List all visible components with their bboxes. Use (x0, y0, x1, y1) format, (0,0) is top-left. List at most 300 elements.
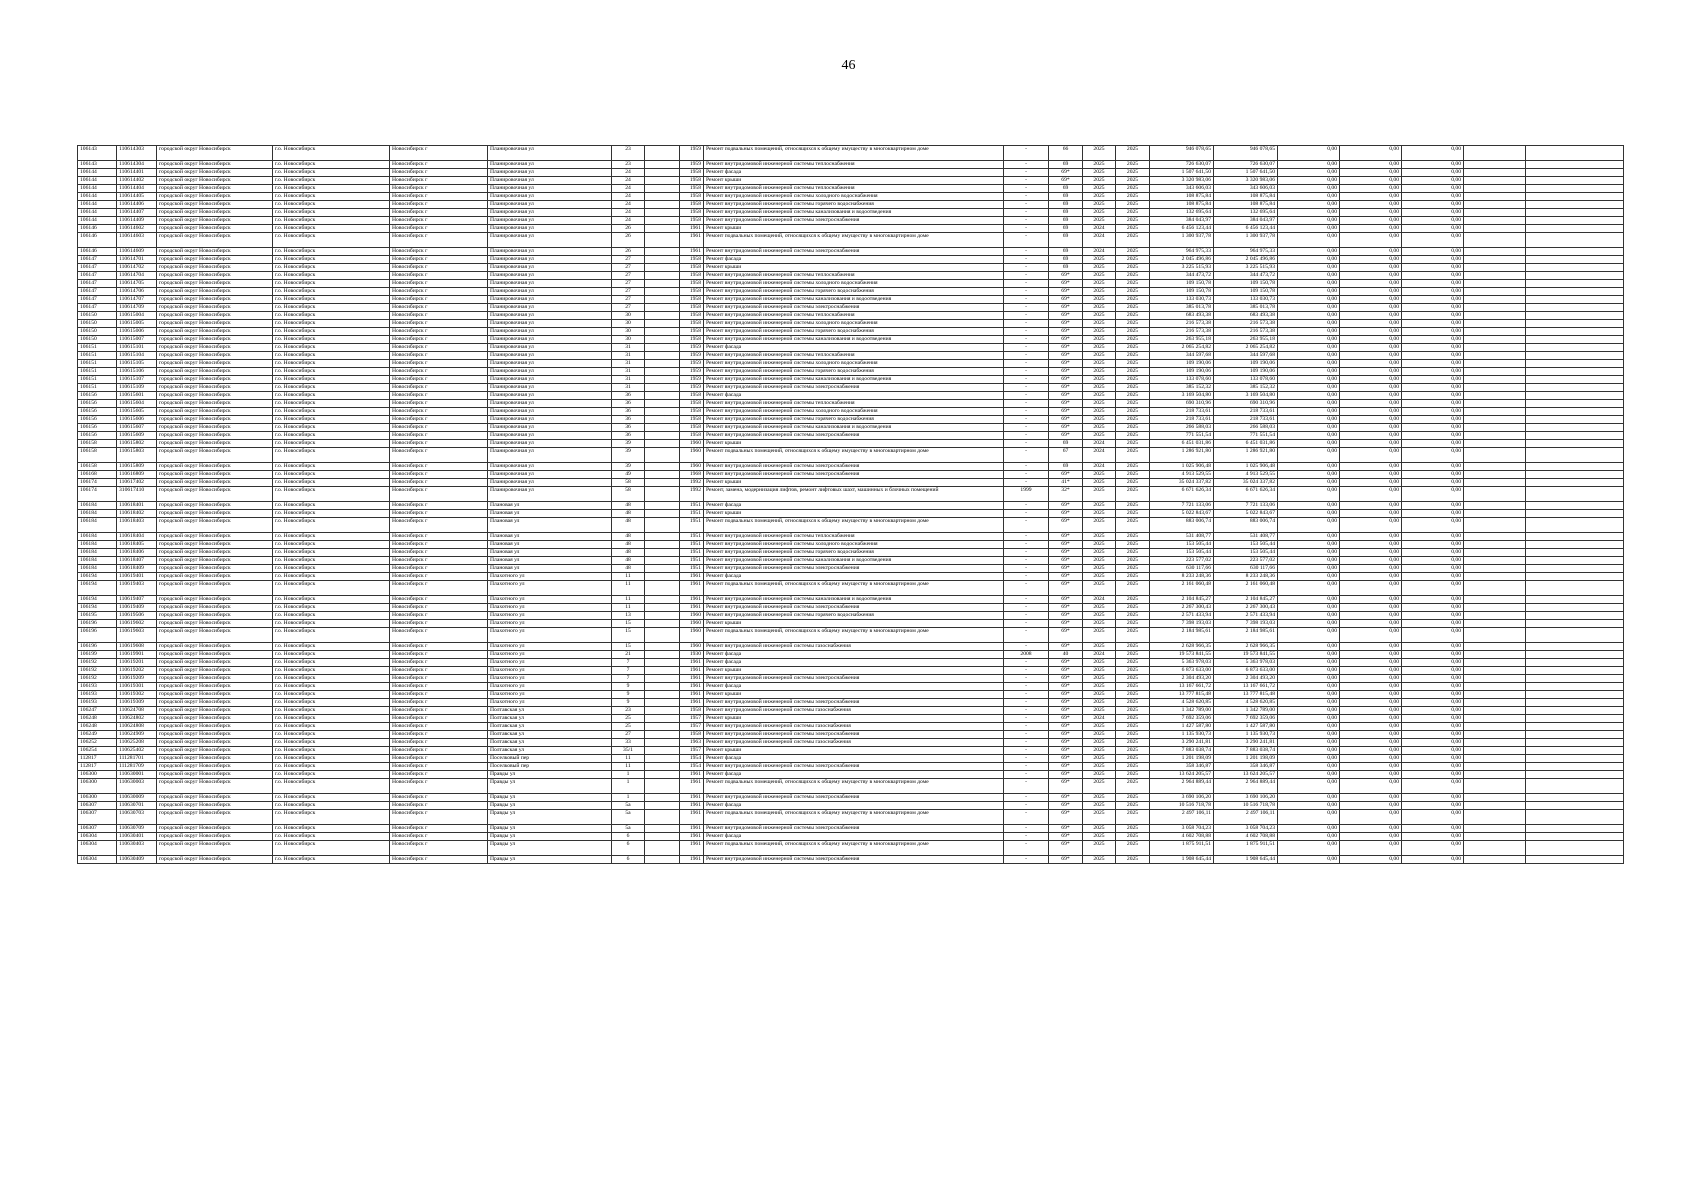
cell-fund-cost: 132 695,64 (1214, 209, 1278, 217)
cell-house-number: 48 (612, 541, 645, 549)
cell-house-id: 112817 (78, 755, 117, 763)
cell-work-type: Ремонт внутридомовой инженерной системы канализования и водоотведения (704, 296, 1004, 304)
cell-other-cost: 0,00 (1402, 336, 1464, 344)
cell-last-repair-year: - (1004, 432, 1049, 440)
cell-start-year: 2025 (1083, 344, 1116, 352)
cell-house-id: 106304 (78, 833, 117, 841)
cell-start-year: 2025 (1083, 471, 1116, 479)
cell-wear-percent: 69* (1049, 296, 1083, 304)
cell-city: Новосибирск г (390, 185, 488, 193)
cell-city: Новосибирск г (390, 557, 488, 565)
cell-wear-percent: 69 (1049, 440, 1083, 448)
cell-wear-percent: 69 (1049, 193, 1083, 201)
cell-end-year: 2025 (1116, 557, 1150, 565)
cell-total-cost: 2 571 433,94 (1150, 612, 1214, 620)
cell-extra-1 (1464, 739, 1526, 747)
cell-city: Новосибирск г (390, 296, 488, 304)
cell-work-type: Ремонт внутридомовой инженерной системы холодного водоснабжения (704, 280, 1004, 288)
cell-total-cost: 109 190,06 (1150, 360, 1214, 368)
cell-other-cost: 0,00 (1402, 841, 1464, 856)
cell-building (645, 825, 680, 833)
cell-start-year: 2025 (1083, 384, 1116, 392)
cell-district: г.о. Новосибирск (273, 651, 390, 659)
cell-budget-cost: 0,00 (1278, 810, 1340, 825)
cell-total-cost: 8 233 248,36 (1150, 573, 1214, 581)
cell-work-type: Ремонт крыши (704, 177, 1004, 185)
cell-wear-percent: 69 (1049, 233, 1083, 248)
cell-other-cost: 0,00 (1402, 667, 1464, 675)
cell-total-cost: 109 150,78 (1150, 288, 1214, 296)
table-row (78, 193, 1624, 201)
cell-budget-cost: 0,00 (1278, 376, 1340, 384)
cell-end-year: 2025 (1116, 841, 1150, 856)
cell-fund-cost: 218 733,61 (1214, 416, 1278, 424)
cell-wear-percent: 40 (1049, 651, 1083, 659)
cell-street: Планировочная ул (488, 201, 612, 209)
cell-last-repair-year: - (1004, 802, 1049, 810)
cell-wear-percent: 69* (1049, 272, 1083, 280)
cell-fund-cost: 683 493,38 (1214, 312, 1278, 320)
cell-street: Планировочная ул (488, 320, 612, 328)
cell-extra-1 (1464, 771, 1526, 779)
cell-extra-1 (1464, 659, 1526, 667)
cell-budget-cost: 0,00 (1278, 440, 1340, 448)
cell-work-id: 110624802 (117, 715, 157, 723)
cell-last-repair-year: - (1004, 384, 1049, 392)
cell-extra-1 (1464, 533, 1526, 541)
cell-build-year: 1961 (680, 856, 704, 864)
cell-extra-2 (1526, 604, 1624, 612)
cell-work-id: 110615809 (117, 463, 157, 471)
cell-work-type: Ремонт фасада (704, 771, 1004, 779)
cell-build-year: 1958 (680, 416, 704, 424)
cell-house-id: 106144 (78, 185, 117, 193)
table-row (78, 360, 1624, 368)
cell-wear-percent: 69* (1049, 699, 1083, 707)
cell-house-number: 1 (612, 771, 645, 779)
cell-city: Новосибирск г (390, 432, 488, 440)
cell-last-repair-year: - (1004, 747, 1049, 755)
cell-end-year: 2025 (1116, 802, 1150, 810)
cell-street: Плановая ул (488, 518, 612, 533)
cell-build-year: 1951 (680, 541, 704, 549)
cell-end-year: 2025 (1116, 779, 1150, 794)
cell-extra-1 (1464, 581, 1526, 596)
cell-extra-1 (1464, 651, 1526, 659)
cell-build-year: 1954 (680, 755, 704, 763)
cell-extra-2 (1526, 794, 1624, 802)
cell-budget-cost: 0,00 (1278, 723, 1340, 731)
cell-end-year: 2025 (1116, 440, 1150, 448)
cell-regional-cost: 0,00 (1340, 416, 1402, 424)
cell-extra-2 (1526, 747, 1624, 755)
cell-extra-1 (1464, 620, 1526, 628)
cell-budget-cost: 0,00 (1278, 296, 1340, 304)
cell-street: Плановая ул (488, 541, 612, 549)
cell-end-year: 2025 (1116, 533, 1150, 541)
cell-extra-1 (1464, 296, 1526, 304)
cell-work-type: Ремонт внутридомовой инженерной системы электроснабжения (704, 675, 1004, 683)
cell-city: Новосибирск г (390, 487, 488, 502)
cell-work-type: Ремонт внутридомовой инженерной системы газоснабжения (704, 643, 1004, 651)
cell-budget-cost: 0,00 (1278, 731, 1340, 739)
cell-work-id: 110614404 (117, 185, 157, 193)
cell-end-year: 2025 (1116, 352, 1150, 360)
cell-extra-2 (1526, 161, 1624, 169)
cell-other-cost: 0,00 (1402, 296, 1464, 304)
cell-other-cost: 0,00 (1402, 707, 1464, 715)
cell-regional-cost: 0,00 (1340, 794, 1402, 802)
cell-municipality: городской округ Новосибирск (157, 510, 273, 518)
cell-total-cost: 344 473,72 (1150, 272, 1214, 280)
cell-work-id: 110614409 (117, 217, 157, 225)
cell-other-cost: 0,00 (1402, 723, 1464, 731)
cell-build-year: 1961 (680, 667, 704, 675)
cell-other-cost: 0,00 (1402, 272, 1464, 280)
cell-start-year: 2024 (1083, 440, 1116, 448)
cell-end-year: 2025 (1116, 856, 1150, 864)
cell-building (645, 510, 680, 518)
cell-municipality: городской округ Новосибирск (157, 169, 273, 177)
cell-regional-cost: 0,00 (1340, 225, 1402, 233)
cell-fund-cost: 4 528 620,85 (1214, 699, 1278, 707)
cell-budget-cost: 0,00 (1278, 233, 1340, 248)
cell-city: Новосибирск г (390, 691, 488, 699)
cell-end-year: 2025 (1116, 691, 1150, 699)
cell-total-cost: 1 875 911,51 (1150, 841, 1214, 856)
cell-street: Правды ул (488, 825, 612, 833)
cell-budget-cost: 0,00 (1278, 272, 1340, 280)
cell-house-id: 106143 (78, 146, 117, 161)
cell-work-id: 110614402 (117, 177, 157, 185)
cell-building (645, 280, 680, 288)
cell-fund-cost: 266 588,03 (1214, 424, 1278, 432)
cell-city: Новосибирск г (390, 643, 488, 651)
table-row (78, 856, 1624, 864)
cell-extra-1 (1464, 448, 1526, 463)
cell-work-type: Ремонт фасада (704, 502, 1004, 510)
cell-other-cost: 0,00 (1402, 518, 1464, 533)
cell-other-cost: 0,00 (1402, 424, 1464, 432)
cell-fund-cost: 218 733,61 (1214, 408, 1278, 416)
cell-building (645, 344, 680, 352)
cell-city: Новосибирск г (390, 573, 488, 581)
cell-total-cost: 7 398 193,03 (1150, 620, 1214, 628)
cell-total-cost: 266 588,03 (1150, 424, 1214, 432)
cell-start-year: 2025 (1083, 731, 1116, 739)
cell-district: г.о. Новосибирск (273, 659, 390, 667)
cell-last-repair-year: - (1004, 344, 1049, 352)
cell-end-year: 2025 (1116, 432, 1150, 440)
cell-house-id: 106184 (78, 502, 117, 510)
cell-work-type: Ремонт внутридомовой инженерной системы электроснабжения (704, 825, 1004, 833)
cell-work-id: 110619302 (117, 691, 157, 699)
cell-city: Новосибирск г (390, 376, 488, 384)
cell-street: Планировочная ул (488, 248, 612, 256)
cell-wear-percent: 69* (1049, 659, 1083, 667)
cell-extra-2 (1526, 344, 1624, 352)
cell-total-cost: 7 721 133,06 (1150, 502, 1214, 510)
cell-house-id: 106307 (78, 825, 117, 833)
cell-budget-cost: 0,00 (1278, 549, 1340, 557)
cell-extra-1 (1464, 604, 1526, 612)
cell-work-id: 110614405 (117, 193, 157, 201)
cell-extra-2 (1526, 416, 1624, 424)
cell-regional-cost: 0,00 (1340, 502, 1402, 510)
table-row (78, 841, 1624, 856)
cell-build-year: 1958 (680, 296, 704, 304)
cell-last-repair-year: - (1004, 408, 1049, 416)
cell-district: г.о. Новосибирск (273, 533, 390, 541)
cell-budget-cost: 0,00 (1278, 541, 1340, 549)
cell-municipality: городской округ Новосибирск (157, 856, 273, 864)
cell-last-repair-year: - (1004, 723, 1049, 731)
cell-building (645, 565, 680, 573)
cell-budget-cost: 0,00 (1278, 707, 1340, 715)
cell-city: Новосибирск г (390, 596, 488, 604)
cell-other-cost: 0,00 (1402, 161, 1464, 169)
cell-fund-cost: 109 190,06 (1214, 360, 1278, 368)
cell-municipality: городской округ Новосибирск (157, 755, 273, 763)
cell-extra-1 (1464, 225, 1526, 233)
cell-city: Новосибирск г (390, 683, 488, 691)
cell-house-id: 106193 (78, 683, 117, 691)
cell-work-id: 110630401 (117, 833, 157, 841)
cell-work-id: 110619409 (117, 604, 157, 612)
cell-work-id: 110619201 (117, 659, 157, 667)
cell-end-year: 2025 (1116, 169, 1150, 177)
cell-work-type: Ремонт внутридомовой инженерной системы канализования и водоотведения (704, 376, 1004, 384)
table-row (78, 432, 1624, 440)
cell-work-type: Ремонт подвальных помещений, относящихся к общему имуществу в многоквартирном доме (704, 448, 1004, 463)
cell-house-number: 31 (612, 384, 645, 392)
cell-end-year: 2025 (1116, 312, 1150, 320)
cell-start-year: 2025 (1083, 408, 1116, 416)
cell-extra-1 (1464, 856, 1526, 864)
cell-build-year: 1954 (680, 763, 704, 771)
cell-district: г.о. Новосибирск (273, 833, 390, 841)
cell-last-repair-year: - (1004, 352, 1049, 360)
cell-build-year: 1961 (680, 779, 704, 794)
cell-house-number: 27 (612, 256, 645, 264)
cell-fund-cost: 1 427 587,80 (1214, 723, 1278, 731)
cell-start-year: 2025 (1083, 376, 1116, 384)
cell-start-year: 2025 (1083, 763, 1116, 771)
cell-fund-cost: 2 571 433,94 (1214, 612, 1278, 620)
cell-last-repair-year: - (1004, 320, 1049, 328)
cell-municipality: городской округ Новосибирск (157, 304, 273, 312)
cell-build-year: 1959 (680, 146, 704, 161)
cell-municipality: городской округ Новосибирск (157, 256, 273, 264)
cell-street: Планировочная ул (488, 344, 612, 352)
cell-other-cost: 0,00 (1402, 193, 1464, 201)
cell-building (645, 161, 680, 169)
cell-regional-cost: 0,00 (1340, 201, 1402, 209)
cell-extra-2 (1526, 463, 1624, 471)
cell-extra-2 (1526, 841, 1624, 856)
cell-start-year: 2024 (1083, 715, 1116, 723)
cell-municipality: городской округ Новосибирск (157, 581, 273, 596)
cell-work-type: Ремонт внутридомовой инженерной системы теплоснабжения (704, 272, 1004, 280)
cell-city: Новосибирск г (390, 675, 488, 683)
cell-fund-cost: 771 551,54 (1214, 432, 1278, 440)
cell-build-year: 1958 (680, 432, 704, 440)
cell-start-year: 2025 (1083, 312, 1116, 320)
cell-house-number: 48 (612, 533, 645, 541)
cell-street: Планировочная ул (488, 440, 612, 448)
cell-other-cost: 0,00 (1402, 659, 1464, 667)
cell-extra-2 (1526, 376, 1624, 384)
cell-wear-percent: 69* (1049, 771, 1083, 779)
cell-district: г.о. Новосибирск (273, 604, 390, 612)
cell-district: г.о. Новосибирск (273, 296, 390, 304)
cell-other-cost: 0,00 (1402, 169, 1464, 177)
cell-extra-1 (1464, 233, 1526, 248)
cell-municipality: городской округ Новосибирск (157, 272, 273, 280)
cell-building (645, 502, 680, 510)
cell-fund-cost: 35 024 337,82 (1214, 479, 1278, 487)
cell-start-year: 2024 (1083, 225, 1116, 233)
cell-start-year: 2025 (1083, 264, 1116, 272)
cell-wear-percent: 69* (1049, 408, 1083, 416)
cell-fund-cost: 133 078,60 (1214, 376, 1278, 384)
cell-wear-percent: 69* (1049, 368, 1083, 376)
cell-extra-2 (1526, 810, 1624, 825)
cell-last-repair-year: - (1004, 755, 1049, 763)
cell-street: Плахотного ул (488, 667, 612, 675)
cell-fund-cost: 2 184 985,61 (1214, 628, 1278, 643)
cell-regional-cost: 0,00 (1340, 699, 1402, 707)
cell-city: Новосибирск г (390, 541, 488, 549)
cell-district: г.о. Новосибирск (273, 177, 390, 185)
cell-last-repair-year: - (1004, 841, 1049, 856)
cell-work-id: 110619602 (117, 620, 157, 628)
cell-end-year: 2025 (1116, 336, 1150, 344)
cell-work-id: 110630001 (117, 771, 157, 779)
cell-district: г.о. Новосибирск (273, 841, 390, 856)
cell-work-id: 110619301 (117, 683, 157, 691)
cell-last-repair-year: - (1004, 779, 1049, 794)
cell-total-cost: 4 913 529,55 (1150, 471, 1214, 479)
cell-start-year: 2024 (1083, 248, 1116, 256)
cell-work-type: Ремонт фасада (704, 344, 1004, 352)
cell-budget-cost: 0,00 (1278, 691, 1340, 699)
cell-build-year: 1961 (680, 573, 704, 581)
cell-district: г.о. Новосибирск (273, 747, 390, 755)
cell-build-year: 1958 (680, 328, 704, 336)
cell-city: Новосибирск г (390, 502, 488, 510)
cell-city: Новосибирск г (390, 841, 488, 856)
table-row (78, 699, 1624, 707)
cell-start-year: 2025 (1083, 699, 1116, 707)
cell-end-year: 2025 (1116, 408, 1150, 416)
cell-extra-2 (1526, 448, 1624, 463)
cell-district: г.о. Новосибирск (273, 739, 390, 747)
cell-house-number: 30 (612, 336, 645, 344)
cell-last-repair-year: - (1004, 217, 1049, 225)
cell-city: Новосибирск г (390, 161, 488, 169)
cell-other-cost: 0,00 (1402, 376, 1464, 384)
cell-extra-1 (1464, 510, 1526, 518)
cell-build-year: 1961 (680, 581, 704, 596)
cell-last-repair-year: - (1004, 146, 1049, 161)
cell-extra-2 (1526, 384, 1624, 392)
table-row (78, 288, 1624, 296)
cell-other-cost: 0,00 (1402, 596, 1464, 604)
cell-city: Новосибирск г (390, 169, 488, 177)
cell-extra-2 (1526, 779, 1624, 794)
cell-municipality: городской округ Новосибирск (157, 336, 273, 344)
cell-city: Новосибирск г (390, 471, 488, 479)
cell-house-id: 106254 (78, 747, 117, 755)
cell-budget-cost: 0,00 (1278, 604, 1340, 612)
cell-last-repair-year: - (1004, 400, 1049, 408)
cell-extra-1 (1464, 675, 1526, 683)
cell-build-year: 1958 (680, 201, 704, 209)
cell-city: Новосибирск г (390, 352, 488, 360)
cell-municipality: городской округ Новосибирск (157, 802, 273, 810)
cell-fund-cost: 2 065 254,82 (1214, 344, 1278, 352)
cell-extra-1 (1464, 683, 1526, 691)
cell-total-cost: 216 573,38 (1150, 320, 1214, 328)
cell-work-id: 110615006 (117, 328, 157, 336)
cell-total-cost: 1 427 587,80 (1150, 723, 1214, 731)
cell-end-year: 2025 (1116, 604, 1150, 612)
cell-city: Новосибирск г (390, 256, 488, 264)
cell-work-id: 110615605 (117, 408, 157, 416)
cell-budget-cost: 0,00 (1278, 763, 1340, 771)
cell-wear-percent: 69* (1049, 169, 1083, 177)
table-row (78, 557, 1624, 565)
cell-budget-cost: 0,00 (1278, 256, 1340, 264)
cell-extra-1 (1464, 755, 1526, 763)
cell-wear-percent: 69* (1049, 336, 1083, 344)
cell-house-id: 106300 (78, 771, 117, 779)
cell-city: Новосибирск г (390, 360, 488, 368)
cell-building (645, 376, 680, 384)
cell-work-id: 310617410 (117, 487, 157, 502)
cell-last-repair-year: - (1004, 272, 1049, 280)
cell-total-cost: 108 875,84 (1150, 201, 1214, 209)
cell-municipality: городской округ Новосибирск (157, 376, 273, 384)
table-row (78, 707, 1624, 715)
cell-other-cost: 0,00 (1402, 233, 1464, 248)
cell-house-number: 24 (612, 193, 645, 201)
cell-wear-percent: 69* (1049, 581, 1083, 596)
cell-street: Полтавская ул (488, 739, 612, 747)
cell-other-cost: 0,00 (1402, 604, 1464, 612)
cell-total-cost: 133 030,73 (1150, 296, 1214, 304)
cell-regional-cost: 0,00 (1340, 320, 1402, 328)
cell-other-cost: 0,00 (1402, 471, 1464, 479)
cell-fund-cost: 344 473,72 (1214, 272, 1278, 280)
cell-build-year: 1951 (680, 533, 704, 541)
cell-building (645, 533, 680, 541)
cell-extra-1 (1464, 432, 1526, 440)
cell-extra-1 (1464, 596, 1526, 604)
cell-house-number: 27 (612, 731, 645, 739)
cell-city: Новосибирск г (390, 715, 488, 723)
table-row (78, 802, 1624, 810)
cell-city: Новосибирск г (390, 312, 488, 320)
cell-build-year: 1961 (680, 699, 704, 707)
cell-fund-cost: 4 913 529,55 (1214, 471, 1278, 479)
cell-regional-cost: 0,00 (1340, 432, 1402, 440)
cell-district: г.о. Новосибирск (273, 620, 390, 628)
cell-regional-cost: 0,00 (1340, 280, 1402, 288)
table-row (78, 502, 1624, 510)
cell-work-id: 110624909 (117, 731, 157, 739)
